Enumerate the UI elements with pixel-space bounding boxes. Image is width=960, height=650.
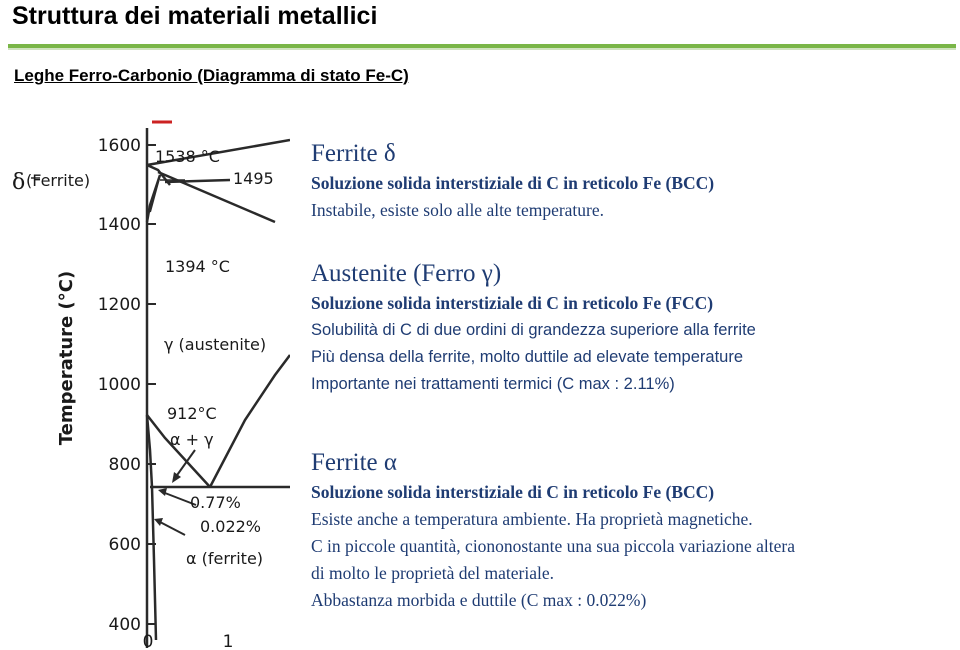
section-ferrite-delta (311, 138, 714, 224)
slide-subtitle: Leghe Ferro-Carbonio (Diagramma di stato Fe-C) (14, 66, 409, 85)
arrow-0022 (160, 522, 185, 535)
heading-ferrite-delta: Ferrite δ (311, 140, 396, 167)
section-ferrite-alpha (311, 447, 795, 614)
heading-austenite: Austenite (Ferro γ) (311, 260, 502, 287)
arrow-alpha-gamma (175, 450, 195, 478)
y-tick-600: 600 (108, 535, 141, 555)
alpha-solvus (147, 415, 156, 640)
label-1538: 1538 °C (155, 147, 220, 166)
ferrite-delta-line-2: Instabile, esiste solo alle alte temperature. (311, 200, 605, 220)
y-tick-800: 800 (108, 455, 141, 475)
ferrite-alpha-line-5: Abbastanza morbida e duttile (C max : 0.022%) (311, 590, 647, 610)
ferrite-alpha-line-2: Esiste anche a temperatura ambiente. Ha proprietà magnetiche. (311, 509, 753, 529)
acm-line (210, 355, 290, 487)
x-tick-1: 1 (222, 632, 234, 650)
label-1495: 1495 (233, 169, 274, 188)
label-912: 912°C (167, 404, 217, 423)
y-tick-400: 400 (108, 615, 141, 635)
y-tick-1000: 1000 (97, 375, 141, 395)
delta-gamma-boundary-2 (150, 175, 160, 212)
austenite-line-3: Più densa della ferrite, molto duttile ad elevate temperature (311, 348, 743, 366)
ferrite-alpha-line-1: Soluzione solida interstiziale di C in reticolo Fe (BCC) (311, 482, 715, 502)
label-alpha-ferrite: α (ferrite) (186, 549, 264, 568)
label-delta-ferrite: (Ferrite) (26, 171, 91, 190)
y-tick-1400: 1400 (97, 215, 141, 235)
austenite-line-4: Importante nei trattamenti termici (C max : 2.11%) (311, 375, 675, 393)
ferrite-alpha-line-3: C in piccole quantità, ciononostante una sua piccola variazione altera (311, 536, 795, 556)
label-delta-symbol: δ (12, 170, 26, 195)
y-axis-label: Temperature (°C) (56, 270, 77, 446)
section-austenite (311, 258, 756, 398)
slide-title: Struttura dei materiali metallici (12, 2, 378, 30)
austenite-line-2: Solubilità di C di due ordini di grandezza superiore alla ferrite (311, 321, 756, 339)
title-divider-shadow (8, 48, 956, 50)
label-077: 0.77% (190, 493, 241, 512)
austenite-line-1: Soluzione solida interstiziale di C in reticolo Fe (FCC) (311, 293, 714, 313)
fe-c-phase-diagram (0, 110, 290, 650)
label-0022: 0.022% (200, 517, 262, 536)
label-1394: 1394 °C (165, 257, 230, 276)
ferrite-alpha-line-4: di molto le proprietà del materiale. (311, 563, 554, 583)
x-tick-0: 0 (142, 632, 154, 650)
ferrite-delta-line-1: Soluzione solida interstiziale di C in reticolo Fe (BCC) (311, 173, 715, 193)
y-tick-1200: 1200 (97, 295, 141, 315)
y-tick-1600: 1600 (97, 136, 141, 156)
label-austenite: γ (austenite) (164, 335, 267, 354)
heading-ferrite-alpha: Ferrite α (311, 449, 397, 476)
label-alpha-gamma: α + γ (170, 430, 214, 449)
